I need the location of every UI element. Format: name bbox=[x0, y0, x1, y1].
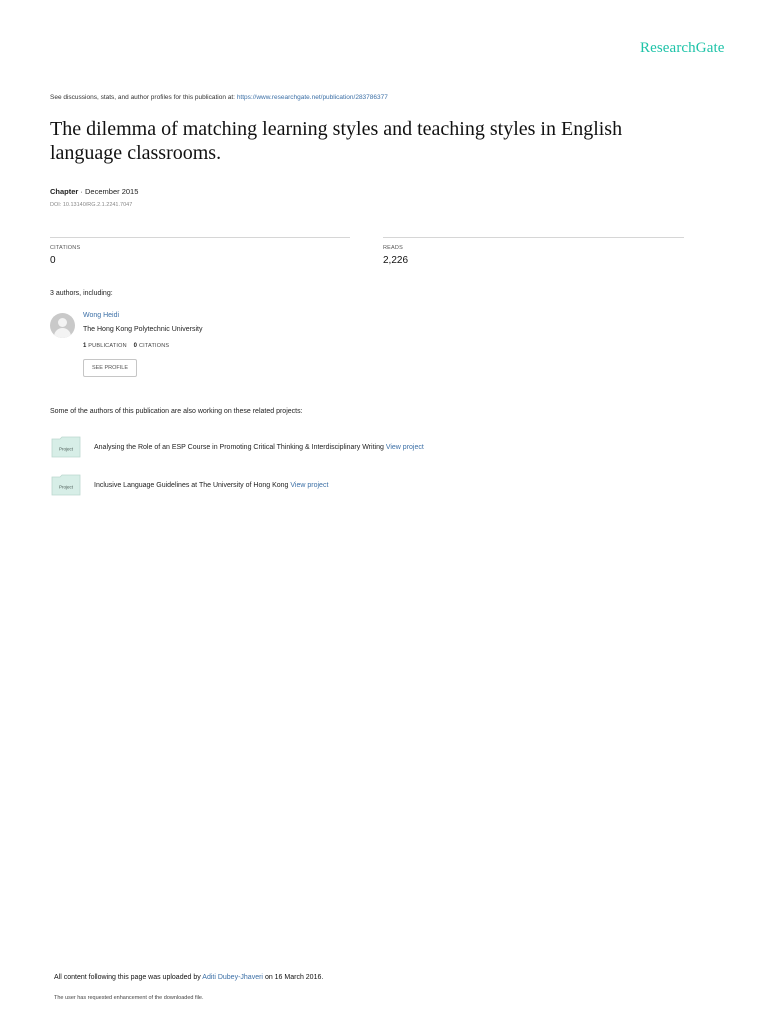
citations-divider bbox=[50, 237, 350, 238]
reads-divider bbox=[383, 237, 684, 238]
author-publications-count: 1 bbox=[83, 343, 87, 349]
project-item bbox=[94, 482, 328, 489]
view-project-link[interactable]: View project bbox=[385, 444, 424, 451]
reads-label: READS bbox=[383, 245, 403, 251]
publication-url-link[interactable]: https://www.researchgate.net/publication/283786377 bbox=[236, 94, 388, 101]
project-title: Inclusive Language Guidelines at The University of Hong Kong bbox=[94, 482, 289, 489]
project-folder-icon bbox=[51, 474, 81, 496]
author-citations-count: 0 bbox=[133, 343, 138, 349]
project-icon-label: Project bbox=[58, 484, 74, 490]
enhancement-note: The user has requested enhancement of the downloaded file. bbox=[54, 995, 204, 1001]
publication-date: December 2015 bbox=[85, 187, 139, 196]
authors-heading: 3 authors, including: bbox=[50, 290, 113, 297]
see-profile-button[interactable]: SEE PROFILE bbox=[83, 359, 137, 377]
publication-type: Chapter bbox=[50, 187, 79, 196]
project-title: Analysing the Role of an ESP Course in Promoting Critical Thinking & Interdisciplinary Writing bbox=[94, 444, 384, 451]
publication-type-line bbox=[50, 187, 138, 196]
author-institution: The Hong Kong Polytechnic University bbox=[83, 326, 203, 333]
doi: DOI: 10.13140/RG.2.1.2241.7047 bbox=[50, 202, 133, 208]
discussion-prefix: See discussions, stats, and author profiles for this publication at: bbox=[50, 94, 235, 101]
author-publications-label: PUBLICATION bbox=[88, 343, 127, 349]
author-name-link[interactable]: Wong Heidi bbox=[83, 312, 120, 319]
discussion-line bbox=[50, 94, 388, 101]
reads-value: 2,226 bbox=[383, 255, 409, 266]
publication-title: The dilemma of matching learning styles and teaching styles in English language classrooms. bbox=[50, 118, 623, 164]
type-separator: · bbox=[78, 187, 86, 196]
upload-prefix: All content following this page was uploaded by bbox=[54, 974, 201, 981]
related-projects-heading: Some of the authors of this publication are also working on these related projects: bbox=[50, 408, 303, 415]
author-avatar-icon[interactable] bbox=[50, 313, 75, 338]
author-stats bbox=[83, 343, 169, 349]
project-folder-icon bbox=[51, 436, 81, 458]
researchgate-logo[interactable]: ResearchGate bbox=[640, 40, 725, 56]
citations-value: 0 bbox=[50, 255, 56, 266]
author-citations-label: CITATIONS bbox=[138, 343, 170, 349]
project-icon-label: Project bbox=[58, 446, 74, 452]
citations-label: CITATIONS bbox=[50, 245, 81, 251]
upload-date: on 16 March 2016. bbox=[264, 974, 324, 981]
upload-notice bbox=[54, 974, 323, 981]
view-project-link[interactable]: View project bbox=[290, 482, 329, 489]
uploader-link[interactable]: Aditi Dubey-Jhaveri bbox=[202, 974, 263, 981]
project-item bbox=[94, 444, 424, 451]
